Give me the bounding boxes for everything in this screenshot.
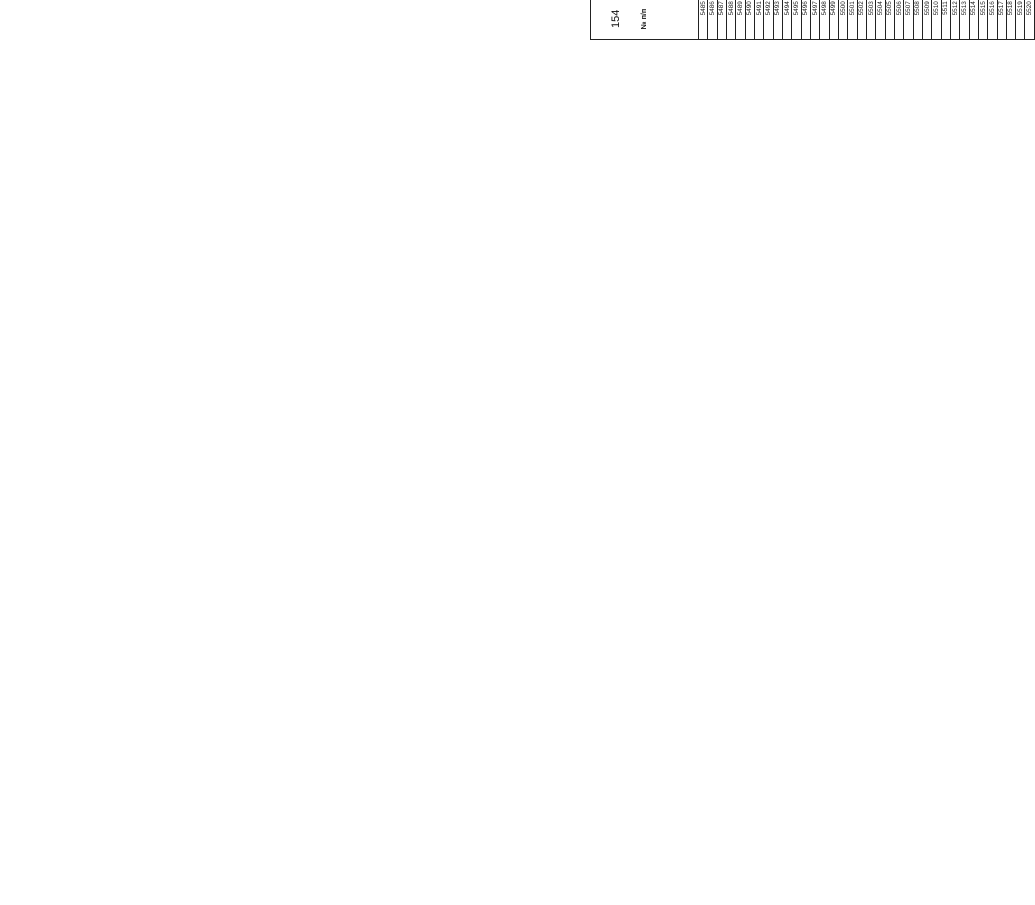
table-row	[1016, 0, 1025, 40]
table-row	[764, 0, 773, 40]
row-number: 5515	[978, 0, 987, 40]
row-number: 5494	[782, 0, 791, 40]
table-row	[782, 0, 791, 40]
row-number: 5504	[876, 0, 885, 40]
row-number: 5505	[885, 0, 894, 40]
table-row	[708, 0, 717, 40]
table-row	[773, 0, 782, 40]
table-row	[932, 0, 941, 40]
row-number: 5516	[988, 0, 997, 40]
row-number: 5497	[810, 0, 819, 40]
table-row	[736, 0, 745, 40]
table-row	[978, 0, 987, 40]
table-row	[885, 0, 894, 40]
table-row	[838, 0, 847, 40]
capital-repair-table	[590, 0, 1035, 40]
table-row	[810, 0, 819, 40]
table-row	[950, 0, 959, 40]
row-number: 5519	[1016, 0, 1025, 40]
table-row	[969, 0, 978, 40]
row-number: 5508	[913, 0, 922, 40]
table-row	[876, 0, 885, 40]
table-row	[997, 0, 1006, 40]
table-row	[699, 0, 708, 40]
row-number: 5488	[726, 0, 735, 40]
table-row	[941, 0, 950, 40]
row-number: 5491	[754, 0, 763, 40]
table-row	[857, 0, 866, 40]
row-number: 5514	[969, 0, 978, 40]
row-number: 5496	[801, 0, 810, 40]
table-row	[820, 0, 829, 40]
table-body	[699, 0, 1035, 40]
row-number: 5506	[894, 0, 903, 40]
page-number: 154	[610, 9, 622, 28]
row-number: 5498	[820, 0, 829, 40]
table-row	[866, 0, 875, 40]
table-row	[904, 0, 913, 40]
row-number: 5512	[950, 0, 959, 40]
table-row	[894, 0, 903, 40]
row-number: 5511	[941, 0, 950, 40]
header-num: № п/п	[591, 0, 699, 40]
table-header	[591, 0, 699, 40]
row-number: 5513	[960, 0, 969, 40]
row-number: 5489	[736, 0, 745, 40]
row-number: 5510	[932, 0, 941, 40]
capital-repair-table-container	[590, 0, 1035, 40]
table-row	[1025, 0, 1035, 40]
table-row	[913, 0, 922, 40]
table-row	[988, 0, 997, 40]
row-number: 5495	[792, 0, 801, 40]
row-number: 5509	[922, 0, 931, 40]
row-number: 5517	[997, 0, 1006, 40]
table-row	[801, 0, 810, 40]
row-number: 5518	[1006, 0, 1015, 40]
row-number: 5493	[773, 0, 782, 40]
table-row	[922, 0, 931, 40]
row-number: 5490	[745, 0, 754, 40]
table-row	[960, 0, 969, 40]
row-number: 5487	[717, 0, 726, 40]
row-number: 5486	[708, 0, 717, 40]
table-row	[1006, 0, 1015, 40]
table-row	[829, 0, 838, 40]
table-row	[848, 0, 857, 40]
row-number: 5502	[857, 0, 866, 40]
row-number: 5485	[699, 0, 708, 40]
row-number: 5507	[904, 0, 913, 40]
table-row	[754, 0, 763, 40]
table-row	[745, 0, 754, 40]
table-row	[792, 0, 801, 40]
row-number: 5501	[848, 0, 857, 40]
row-number: 5500	[838, 0, 847, 40]
row-number: 5503	[866, 0, 875, 40]
table-row	[726, 0, 735, 40]
row-number: 5492	[764, 0, 773, 40]
row-number: 5520	[1025, 0, 1035, 40]
row-number: 5499	[829, 0, 838, 40]
table-row	[717, 0, 726, 40]
